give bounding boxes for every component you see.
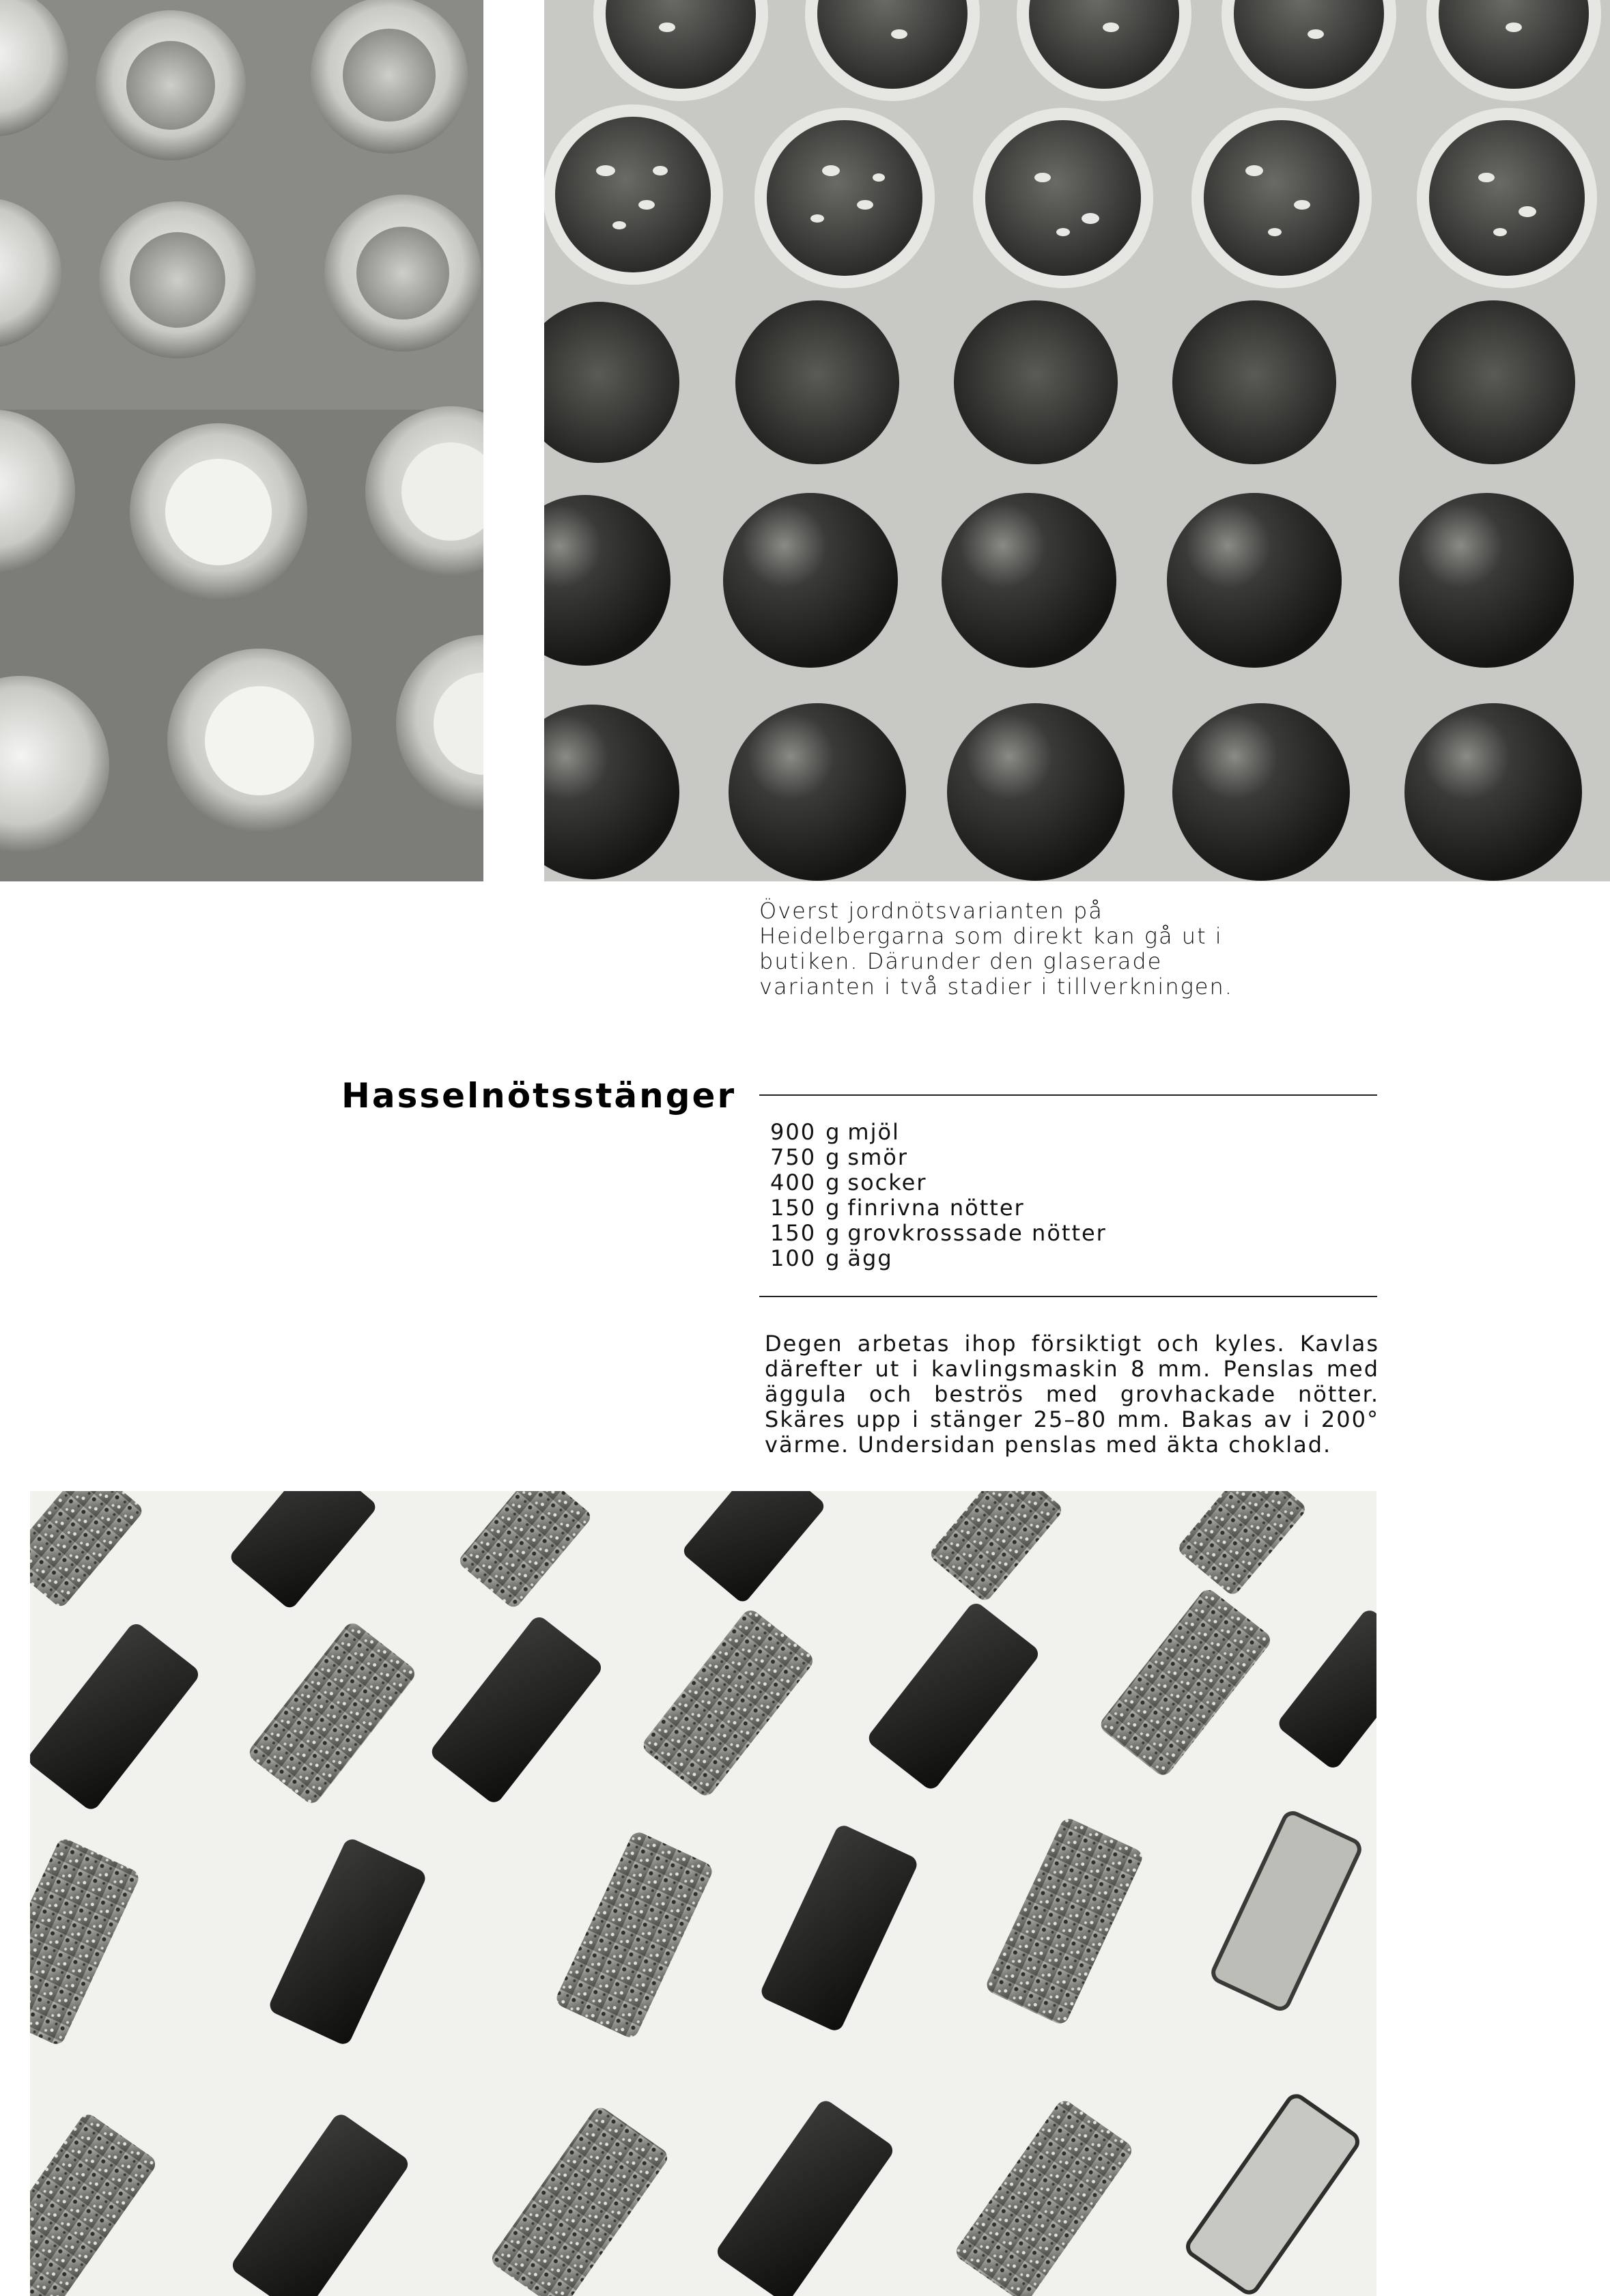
ingredient-unit: g bbox=[825, 1195, 841, 1221]
ingredient-quantity: 150 bbox=[770, 1220, 817, 1246]
ingredient-name: ägg bbox=[847, 1245, 893, 1271]
hazelnut-bars-photo bbox=[30, 1491, 1376, 2296]
glazed-cakes-image bbox=[544, 0, 1610, 881]
ingredient-item bbox=[770, 1120, 1107, 1145]
ingredient-unit: g bbox=[825, 1144, 841, 1170]
ingredient-unit: g bbox=[825, 1119, 841, 1145]
glazed-heidelberger-cakes-photo bbox=[544, 0, 1610, 881]
ingredient-unit: g bbox=[825, 1245, 841, 1271]
ingredient-item bbox=[770, 1246, 1107, 1271]
recipe-method: Degen arbetas ihop försiktigt och kyles. Kavlas därefter ut i kavlingsmaskin 8 mm. Penslas med äggula och beströs med grovhackade nötter. Skäres upp i stänger 25–80 mm. Bakas av i 200° värme. Undersidan penslas med äkta choklad. bbox=[765, 1331, 1379, 1458]
divider-top bbox=[759, 1094, 1377, 1096]
ingredient-quantity: 900 bbox=[770, 1119, 817, 1145]
ingredient-item bbox=[770, 1170, 1107, 1195]
ingredient-name: mjöl bbox=[847, 1119, 900, 1145]
ingredient-unit: g bbox=[825, 1170, 841, 1195]
ingredient-name: finrivna nötter bbox=[847, 1195, 1025, 1221]
ingredient-unit: g bbox=[825, 1220, 841, 1246]
ingredient-item bbox=[770, 1195, 1107, 1221]
ingredient-list bbox=[770, 1120, 1107, 1271]
hazelnut-bars-image bbox=[30, 1491, 1376, 2296]
ingredient-item bbox=[770, 1145, 1107, 1170]
ingredient-quantity: 100 bbox=[770, 1245, 817, 1271]
recipe-title: Hasselnötsstänger bbox=[341, 1076, 737, 1116]
tartlet-cups-image bbox=[0, 0, 483, 881]
ingredient-name: socker bbox=[847, 1170, 927, 1195]
ingredient-quantity: 400 bbox=[770, 1170, 817, 1195]
ingredient-quantity: 150 bbox=[770, 1195, 817, 1221]
photo-caption: Överst jordnötsvarianten på Heidelbergarna som direkt kan gå ut i butiken. Därunder den glaserade varianten i två stadier i tillverkningen. bbox=[759, 898, 1233, 1000]
ingredient-name: grovkrosssade nötter bbox=[847, 1220, 1107, 1246]
tartlet-cups-photo bbox=[0, 0, 483, 881]
divider-bottom bbox=[759, 1296, 1377, 1297]
ingredient-item bbox=[770, 1221, 1107, 1246]
ingredient-name: smör bbox=[847, 1144, 908, 1170]
ingredient-quantity: 750 bbox=[770, 1144, 817, 1170]
